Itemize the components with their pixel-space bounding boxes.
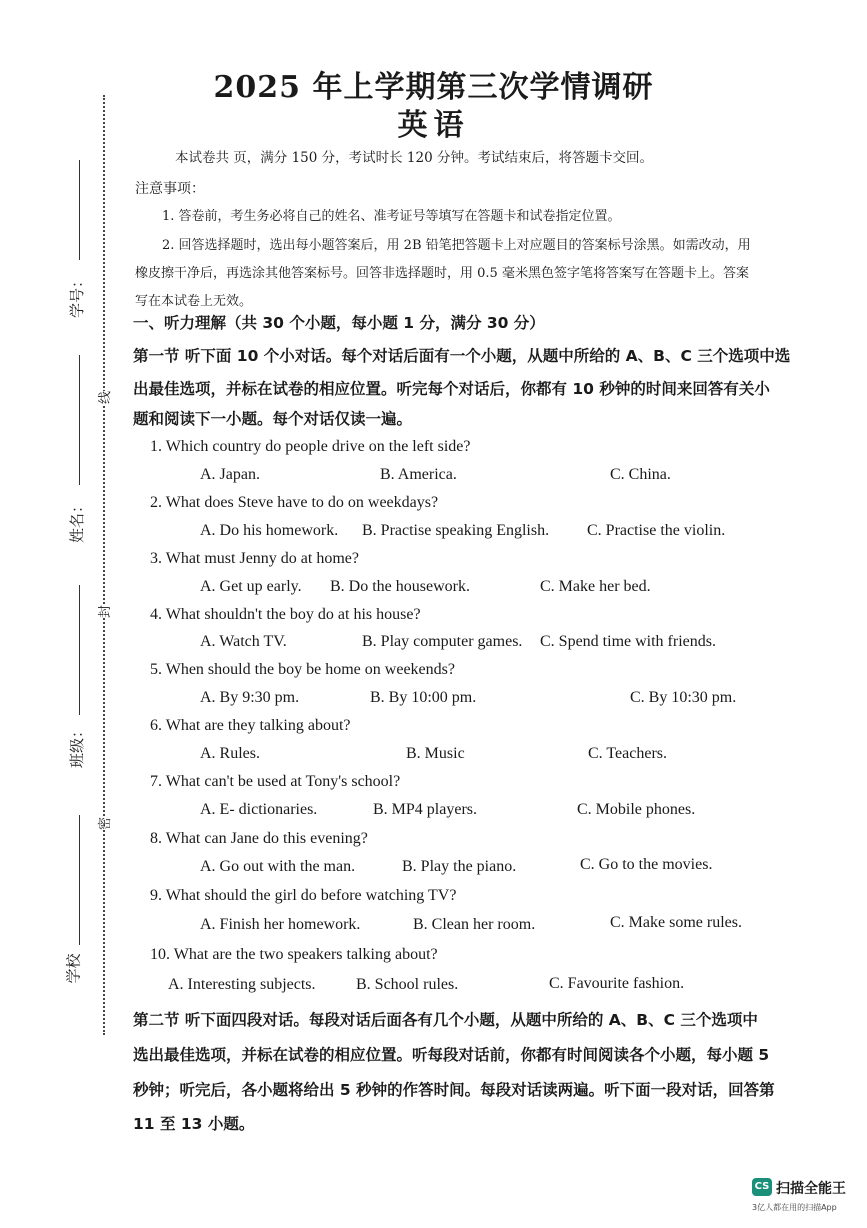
question-2: 2. What does Steve have to do on weekdays? <box>150 494 439 511</box>
q1-option-b: B. America. <box>380 466 457 483</box>
q5-option-a: A. By 9:30 pm. <box>200 689 300 706</box>
q8-option-a: A. Go out with the man. <box>200 858 356 875</box>
exam-info: 本试卷共 页，满分 150 分，考试时长 120 分钟。考试结束后，将答题卡交回。 <box>175 150 653 166</box>
q2-option-a: A. Do his homework. <box>200 522 339 539</box>
bind-seal-char: 封 <box>92 605 115 618</box>
section-2-instructions-line-4: 11 至 13 小题。 <box>133 1115 255 1133</box>
q2-option-b: B. Practise speaking English. <box>362 522 550 539</box>
q9-option-c: C. Make some rules. <box>610 914 742 931</box>
q3-option-c: C. Make her bed. <box>540 578 651 595</box>
q7-option-b: B. MP4 players. <box>373 801 477 818</box>
q5-option-b: B. By 10:00 pm. <box>370 689 477 706</box>
note-item-2-line-3: 写在本试卷上无效。 <box>135 294 253 309</box>
q10-option-b: B. School rules. <box>356 976 459 993</box>
bind-secret-char: 密 <box>92 817 115 830</box>
q3-option-a: A. Get up early. <box>200 578 302 595</box>
section-1-instructions-line-2: 出最佳选项，并标在试卷的相应位置。听完每个对话后，你都有 10 秒钟的时间来回答有关小 <box>133 380 770 398</box>
binding-dotted-line <box>103 95 105 1035</box>
student-number-label: 学号： <box>68 272 87 319</box>
name-line <box>79 355 80 485</box>
q4-option-b: B. Play computer games. <box>362 633 523 650</box>
q9-option-a: A. Finish her homework. <box>200 916 361 933</box>
school-label: 学校 <box>64 953 83 984</box>
q1-option-c: C. China. <box>610 466 671 483</box>
class-label: 班级： <box>68 722 87 769</box>
note-item-2-line-2: 橡皮擦干净后，再选涂其他答案标号。回答非选择题时，用 0.5 毫米黑色签字笔将答案写在答题卡上。答案 <box>135 266 749 281</box>
question-10: 10. What are the two speakers talking about? <box>150 946 438 963</box>
q6-option-c: C. Teachers. <box>588 745 667 762</box>
scanner-tagline: 3亿人都在用的扫描App <box>752 1203 837 1212</box>
q10-option-a: A. Interesting subjects. <box>168 976 316 993</box>
q6-option-a: A. Rules. <box>200 745 260 762</box>
section-2-instructions-line-3: 秒钟；听完后，各小题将给出 5 秒钟的作答时间。每段对话读两遍。听下面一段对话，回答第 <box>133 1081 775 1099</box>
q6-option-b: B. Music <box>406 745 465 762</box>
class-line <box>79 585 80 715</box>
q9-option-b: B. Clean her room. <box>413 916 536 933</box>
q8-option-c: C. Go to the movies. <box>580 856 713 873</box>
school-line <box>79 815 80 945</box>
q8-option-b: B. Play the piano. <box>402 858 517 875</box>
q4-option-c: C. Spend time with friends. <box>540 633 716 650</box>
question-9: 9. What should the girl do before watching TV? <box>150 887 457 904</box>
name-label: 姓名： <box>68 497 87 544</box>
scanner-app-name: 扫描全能王 <box>776 1181 846 1197</box>
section-2-instructions-line-1: 第二节 听下面四段对话。每段对话后面各有几个小题，从题中所给的 A、B、C 三个选项中 <box>133 1011 758 1029</box>
question-4: 4. What shouldn't the boy do at his house? <box>150 606 421 623</box>
q4-option-a: A. Watch TV. <box>200 633 287 650</box>
question-3: 3. What must Jenny do at home? <box>150 550 359 567</box>
q7-option-c: C. Mobile phones. <box>577 801 696 818</box>
section-1-instructions-line-1: 第一节 听下面 10 个小对话。每个对话后面有一个小题，从题中所给的 A、B、C 三个选项中选 <box>133 347 791 365</box>
exam-title: 2025 年上学期第三次学情调研 <box>213 70 654 105</box>
question-6: 6. What are they talking about? <box>150 717 351 734</box>
question-7: 7. What can't be used at Tony's school? <box>150 773 401 790</box>
notes-heading: 注意事项： <box>135 181 205 197</box>
note-item-1: 1. 答卷前，考生务必将自己的姓名、准考证号等填写在答题卡和试卷指定位置。 <box>162 209 621 224</box>
question-8: 8. What can Jane do this evening? <box>150 830 368 847</box>
q2-option-c: C. Practise the violin. <box>587 522 726 539</box>
q1-option-a: A. Japan. <box>200 466 260 483</box>
section-1-instructions-line-3: 题和阅读下一小题。每个对话仅读一遍。 <box>133 410 413 428</box>
part-1-heading: 一、听力理解（共 30 个小题，每小题 1 分，满分 30 分） <box>133 314 545 332</box>
exam-subject: 英语 <box>397 108 470 143</box>
student-number-line <box>79 160 80 260</box>
q7-option-a: A. E- dictionaries. <box>200 801 318 818</box>
bind-line-char: 线 <box>92 391 115 404</box>
note-item-2-line-1: 2. 回答选择题时，选出每小题答案后，用 2B 铅笔把答题卡上对应题目的答案标号涂黑。如需改动，用 <box>162 238 751 253</box>
question-1: 1. Which country do people drive on the left side? <box>150 438 471 455</box>
q10-option-c: C. Favourite fashion. <box>549 975 685 992</box>
q3-option-b: B. Do the housework. <box>330 578 470 595</box>
question-5: 5. When should the boy be home on weekends? <box>150 661 455 678</box>
q5-option-c: C. By 10:30 pm. <box>630 689 737 706</box>
section-2-instructions-line-2: 选出最佳选项，并标在试卷的相应位置。听每段对话前，你都有时间阅读各个小题，每小题 5 <box>133 1046 770 1064</box>
scanner-logo-icon: CS <box>752 1178 772 1196</box>
